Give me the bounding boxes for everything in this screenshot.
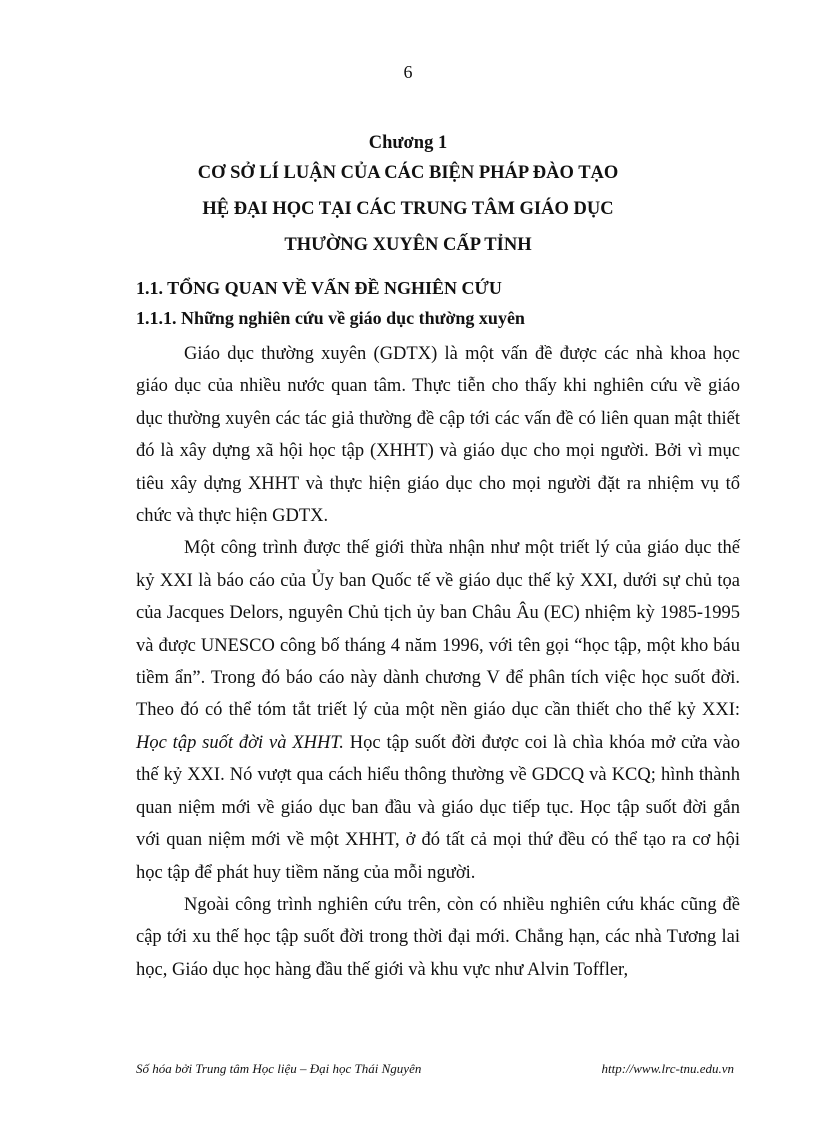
chapter-title-line-2: HỆ ĐẠI HỌC TẠI CÁC TRUNG TÂM GIÁO DỤC (202, 199, 614, 219)
footer-url: http://www.lrc-tnu.edu.vn (601, 1061, 734, 1076)
subsection-heading: 1.1.1. Những nghiên cứu về giáo dục thường xuyên (136, 308, 525, 328)
chapter-label: Chương 1 (368, 133, 448, 153)
paragraph-3: Ngoài công trình nghiên cứu trên, còn có nhiều nghiên cứu khác cũng đề cập tới xu thế học tập suốt đời trong thời đại mới. Chẳng hạn, các nhà Tương lai học, Giáo dục học hàng đầu thế giới và khu vực như Alvin Toffler, (136, 894, 740, 980)
paragraph-2-text-a: Một công trình được thế giới thừa nhận như một triết lý của giáo dục thế kỷ XXI là báo cáo của Ủy ban Quốc tế về giáo dục thế kỷ XXI, dưới sự chủ tọa của Jacques Delors, nguyên Chủ tịch ủy ban Châu Âu (EC) nhiệm kỳ 1985-1995 và được UNESCO công bố tháng 4 năm 1996, với tên gọi “học tập, một kho báu tiềm ẩn”. Trong đó báo cáo này dành chương V để phân tích việc học suốt đời. Theo đó có thể tóm tắt triết lý của một nền giáo dục cần thiết cho thế kỷ XXI: (136, 538, 740, 721)
paragraph-2 (136, 532, 740, 888)
chapter-title-line-1: CƠ SỞ LÍ LUẬN CỦA CÁC BIỆN PHÁP ĐÀO TẠO (197, 163, 619, 183)
section-heading: 1.1. TỔNG QUAN VỀ VẤN ĐỀ NGHIÊN CỨU (136, 278, 502, 298)
paragraph-2-italic: Học tập suốt đời và XHHT. (136, 732, 344, 753)
paragraph-1: Giáo dục thường xuyên (GDTX) là một vấn đề được các nhà khoa học giáo dục của nhiều nước quan tâm. Thực tiễn cho thấy khi nghiên cứu về giáo dục thường xuyên các tác giả thường đề cập tới các vấn đề có liên quan mật thiết đó là xây dựng xã hội học tập (XHHT) và giáo dục cho mọi người. Bởi vì mục tiêu xây dựng XHHT và thực hiện giáo dục cho mọi người đặt ra nhiệm vụ tổ chức và thực hiện GDTX. (136, 344, 740, 527)
body-text (136, 338, 740, 986)
footer-source: Số hóa bởi Trung tâm Học liệu – Đại học Thái Nguyên (136, 1061, 422, 1076)
chapter-title-line-3: THƯỜNG XUYÊN CẤP TỈNH (284, 235, 532, 255)
page-number: 6 (403, 62, 413, 82)
paragraph-2-text-b: Học tập suốt đời được coi là chìa khóa mở cửa vào thế kỷ XXI. Nó vượt qua cách hiểu thông thường về GDCQ và KCQ; hình thành quan niệm mới về giáo dục ban đầu và giáo dục tiếp tục. Học tập suốt đời gắn với quan niệm mới về một XHHT, ở đó tất cả mọi thứ đều có thể tạo ra cơ hội học tập để phát huy tiềm năng của mỗi người. (136, 732, 741, 883)
